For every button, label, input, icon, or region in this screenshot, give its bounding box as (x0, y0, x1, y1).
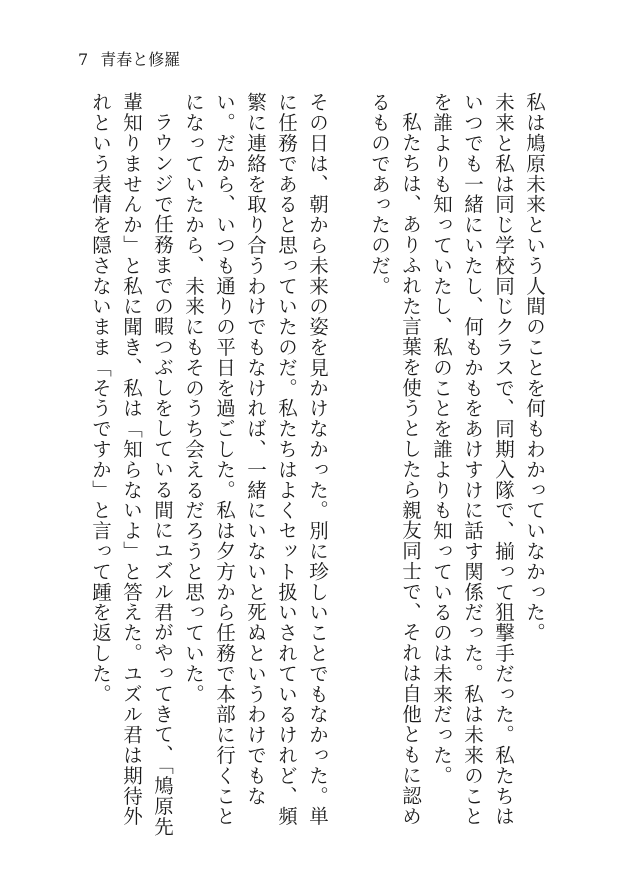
page-number: 7 (78, 50, 89, 69)
paragraph-4: その日は、朝から未来の姿を見かけなかった。別に珍しいことでもなかった。単に任務であると思っていたのだ。私たちはよくセット扱いされているけれど、頻繁に連絡を取り合うわけでもなければ、一緒にいないと死ぬというわけでもない。だから、いつも通りの平日を過ごした。私は夕方から任務で本部に行くことになっていたから、未来にもそのうち会えるだろうと思っていた。 (182, 92, 329, 827)
running-header (78, 50, 180, 70)
paragraph-1: 私は鳩原未来という人間のことを何もわかっていなかった。 (523, 92, 546, 643)
chapter-title: 青春と修羅 (100, 50, 181, 69)
paragraph-2: 未来と私は同じ学校同じクラスで、同期入隊で、揃って狙撃手だった。私たちはいつでも一緒にいたし、何もかもをあけすけに話す関係だった。私は未来のことを誰よりも知っていたし、私のことを誰よりも知っているのは未来だった。 (430, 92, 515, 827)
paragraph-gap (333, 92, 364, 844)
paragraph-5: ラウンジで任務までの暇つぶしをしている間にユズル君がやってきて、「鳩原先輩知りませんか」と私に聞き、私は「知らないよ」と答えた。ユズル君は期待外れという表情を隠さないまま「そうですか」と言って踵を返した。 (89, 92, 174, 837)
vertical-text-body (85, 92, 550, 844)
paragraph-3: 私たちは、ありふれた言葉を使うとしたら親友同士で、それは自他ともに認めるものであったのだ。 (368, 92, 422, 826)
